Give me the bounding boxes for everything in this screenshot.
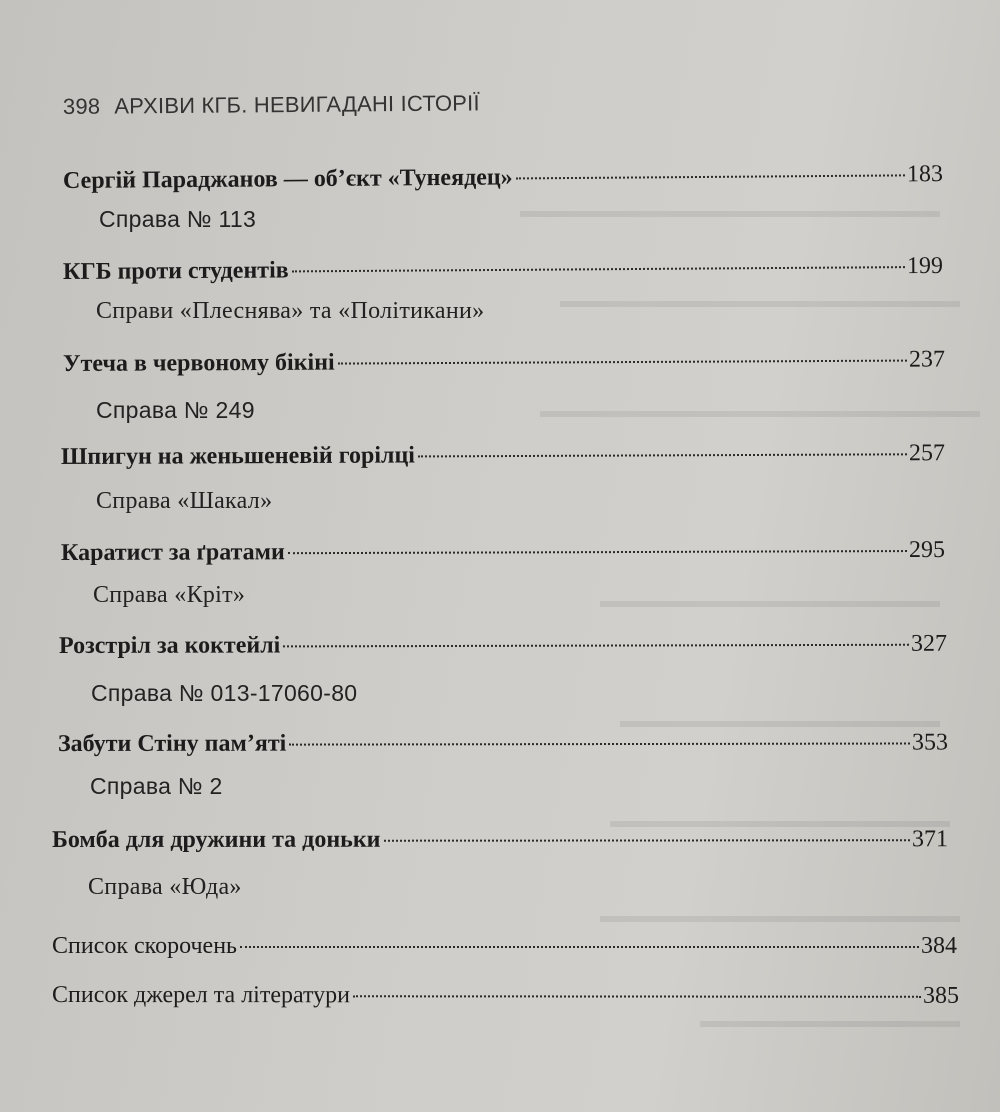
toc-entry-page: 183 — [906, 161, 944, 188]
toc-entry-title: Сергій Параджанов — об’єкт «Тунеядец» — [62, 164, 513, 194]
dot-leader — [418, 453, 907, 457]
toc-entry-subtitle: Справа № 2 — [90, 773, 223, 799]
dot-leader — [338, 360, 907, 365]
toc-entry — [61, 537, 945, 567]
toc-entry-subtitle: Справа «Кріт» — [93, 582, 246, 608]
dot-leader — [516, 174, 905, 179]
toc-entry-title: КГБ проти студентів — [62, 257, 289, 285]
show-through-text: ▬▬▬▬▬▬▬▬▬▬▬▬▬ — [700, 1010, 960, 1032]
toc-entry-page: 371 — [911, 826, 949, 853]
toc-entry-title: Бомба для дружини та доньки — [51, 826, 381, 853]
toc-entry-subtitle: Справа «Шакал» — [96, 488, 273, 514]
dot-leader — [240, 946, 919, 948]
appendix-entry — [52, 982, 959, 1010]
toc-entry-page: 327 — [910, 630, 948, 657]
toc-entry-page: 353 — [911, 729, 949, 756]
toc-entry — [61, 440, 945, 471]
toc-entry — [58, 729, 948, 758]
toc-entry — [59, 631, 947, 660]
dot-leader — [292, 266, 905, 272]
toc-entry — [63, 161, 943, 195]
dot-leader — [383, 839, 910, 841]
show-through-text: ▬▬▬▬▬▬▬▬▬▬▬▬▬▬▬▬▬▬ — [600, 905, 960, 927]
toc-entry-subtitle: Справа «Юда» — [88, 874, 242, 900]
toc-entry — [63, 346, 945, 378]
show-through-text: ▬▬▬▬▬▬▬▬▬▬▬▬▬▬▬▬▬▬▬▬▬ — [520, 200, 940, 222]
toc-entry-subtitle: Справи «Плеснява» та «Політикани» — [96, 298, 485, 324]
dot-leader — [353, 995, 921, 997]
book-title: АРХІВИ КГБ. НЕВИГАДАНІ ІСТОРІЇ — [114, 90, 480, 119]
appendix-entry-title: Список скорочень — [52, 933, 237, 959]
toc-entry-title: Утеча в червоному бікіні — [62, 349, 335, 377]
toc-entry-page: 257 — [908, 440, 946, 467]
show-through-text: ▬▬▬▬▬▬▬▬▬▬▬▬▬▬▬▬▬ — [600, 590, 940, 612]
toc-entry-page: 295 — [908, 536, 946, 564]
show-through-text: ▬▬▬▬▬▬▬▬▬▬▬▬▬▬▬▬▬▬▬▬▬▬ — [540, 400, 980, 422]
show-through-text: ▬▬▬▬▬▬▬▬▬▬▬▬▬▬▬▬▬ — [610, 810, 950, 832]
toc-entry-title: Каратист за ґратами — [60, 539, 285, 566]
toc-entry — [52, 826, 948, 854]
show-through-text: ▬▬▬▬▬▬▬▬▬▬▬▬▬▬▬▬ — [620, 710, 940, 732]
toc-entry-title: Шпигун на женьшеневій горілці — [60, 442, 416, 470]
toc-entry — [63, 253, 943, 286]
appendix-entry-title: Список джерел та літератури — [51, 982, 351, 1009]
appendix-entry-page: 385 — [922, 982, 960, 1009]
appendix-entry-page: 384 — [921, 933, 957, 959]
toc-entry-title: Розстріл за коктейлі — [58, 632, 281, 659]
toc-entry-page: 199 — [906, 252, 944, 280]
toc-entry-page: 237 — [908, 346, 946, 373]
toc-entry-subtitle: Справа № 113 — [99, 206, 257, 232]
toc-entry-title: Забути Стіну пам’яті — [57, 730, 287, 757]
toc-entry-subtitle: Справа № 249 — [96, 397, 255, 423]
dot-leader — [289, 743, 910, 746]
page-number: 398 — [62, 93, 101, 119]
dot-leader — [283, 644, 909, 648]
toc-entry-subtitle: Справа № 013-17060-80 — [91, 680, 358, 706]
dot-leader — [288, 550, 907, 554]
show-through-text: ▬▬▬▬▬▬▬▬▬▬▬▬▬▬▬▬▬▬▬▬ — [560, 290, 960, 312]
appendix-entry — [52, 933, 957, 960]
